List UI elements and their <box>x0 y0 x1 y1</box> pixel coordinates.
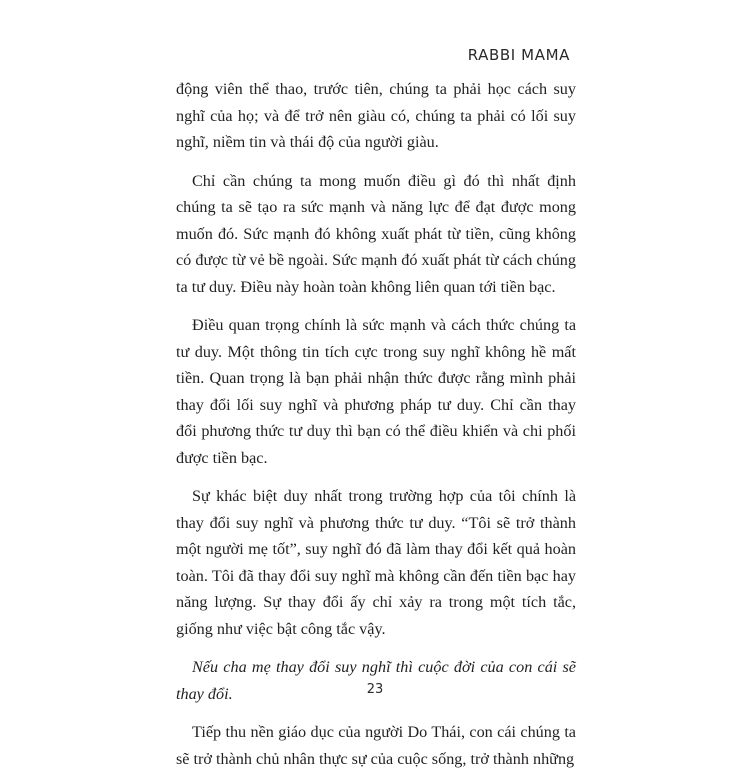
running-header: RABBI MAMA <box>467 46 570 64</box>
paragraph: Chỉ cần chúng ta mong muốn điều gì đó thì nhất định chúng ta sẽ tạo ra sức mạnh và năng lực để đạt được mong muốn đó. Sức mạnh đó không xuất phát từ tiền, cũng không có được từ vẻ bề ngoài. Sức mạnh đó xuất phát từ cách chúng ta tư duy. Điều này hoàn toàn không liên quan tới tiền bạc. <box>176 171 576 296</box>
paragraph: Điều quan trọng chính là sức mạnh và cách thức chúng ta tư duy. Một thông tin tích cực trong suy nghĩ không hề mất tiền. Quan trọng là bạn phải nhận thức được rằng mình phải thay đổi lối suy nghĩ và phương pháp tư duy. Chỉ cần thay đổi phương thức tư duy thì bạn có thể điều khiển và chi phối được tiền bạc. <box>176 316 576 467</box>
italic-quote-paragraph: Nếu cha mẹ thay đổi suy nghĩ thì cuộc đời của con cái sẽ thay đổi. <box>176 658 576 703</box>
paragraph: Sự khác biệt duy nhất trong trường hợp của tôi chính là thay đổi suy nghĩ và phương thức tư duy. “Tôi sẽ trở thành một người mẹ tốt”, suy nghĩ đó đã làm thay đổi kết quả hoàn toàn. Tôi đã thay đổi suy nghĩ mà không cần đến tiền bạc hay năng lượng. Sự thay đổi ấy chỉ xảy ra trong một tích tắc, giống như việc bật công tắc vậy. <box>176 487 576 638</box>
body-text <box>176 76 576 784</box>
paragraph-continuation: động viên thể thao, trước tiên, chúng ta phải học cách suy nghĩ của họ; và để trở nên giàu có, chúng ta phải có lối suy nghĩ, niềm tin và thái độ của người giàu. <box>176 80 576 151</box>
page-number: 23 <box>366 682 384 697</box>
paragraph: Tiếp thu nền giáo dục của người Do Thái, con cái chúng ta sẽ trở thành chủ nhân thực sự của cuộc sống, trở thành những <box>176 723 576 768</box>
